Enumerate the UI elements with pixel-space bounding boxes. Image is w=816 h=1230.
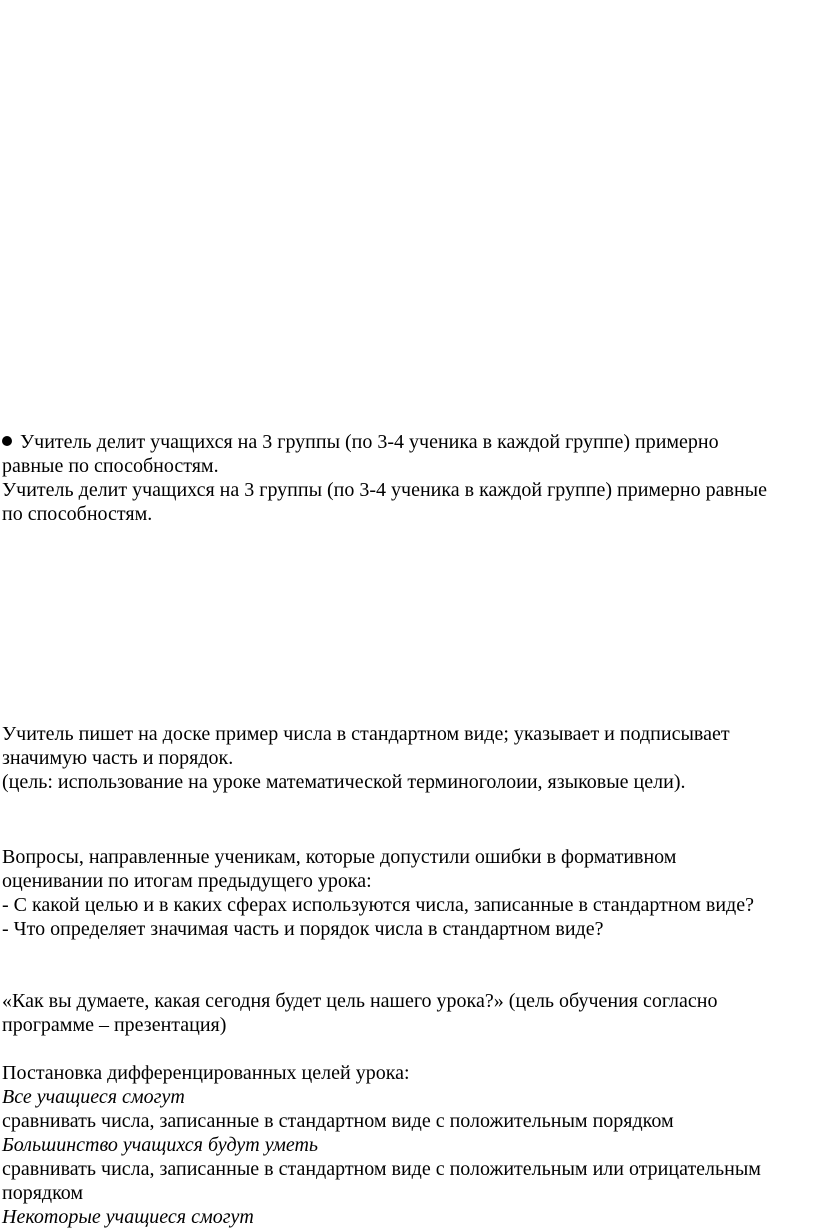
goal-question-line-2: программе – презентация) — [2, 1014, 227, 1036]
goal-question-paragraph — [2, 989, 814, 1037]
goal-question-line-1: «Как вы думаете, какая сегодня будет цель нашего урока?» (цель обучения согласно — [2, 990, 718, 1012]
bullet-line-2: равные по способностям. — [2, 455, 219, 477]
bullet-text: Учитель делит учащихся на 3 группы (по 3-4 ученика в каждой группе) примерно — [20, 431, 719, 453]
board-line-1: Учитель пишет на доске пример числа в стандартном виде; указывает и подписывает — [2, 723, 730, 745]
groups-paragraph — [2, 478, 814, 526]
questions-line-1: Вопросы, направленные ученикам, которые допустили ошибки в формативном — [2, 846, 677, 868]
goals-most-label: Большинство учащихся будут уметь — [2, 1134, 319, 1156]
goals-some-label: Некоторые учащиеся смогут — [2, 1206, 254, 1228]
board-paragraph — [2, 722, 814, 794]
bullet-icon — [2, 436, 12, 446]
goals-most-text-2: порядком — [2, 1182, 84, 1204]
questions-line-3: - С какой целью и в каких сферах используются числа, записанные в стандартном виде? — [2, 894, 754, 916]
questions-line-2: оценивании по итогам предыдущего урока: — [2, 870, 372, 892]
goals-most-text-1: сравнивать числа, записанные в стандартном виде с положительным или отрицательным — [2, 1158, 761, 1180]
goals-heading: Постановка дифференцированных целей урока: — [2, 1062, 410, 1084]
board-line-2: значимую часть и порядок. — [2, 747, 234, 769]
groups-line-2: по способностям. — [2, 503, 153, 525]
questions-line-4: - Что определяет значимая часть и порядок числа в стандартном виде? — [2, 918, 604, 940]
bullet-paragraph — [2, 430, 814, 478]
board-line-3: (цель: использование на уроке математической терминоголоии, языковые цели). — [2, 771, 686, 793]
goals-all-label: Все учащиеся смогут — [2, 1086, 185, 1108]
goals-paragraph — [2, 1061, 814, 1229]
bullet-line-1 — [2, 430, 814, 454]
groups-line-1: Учитель делит учащихся на 3 группы (по 3-4 ученика в каждой группе) примерно равные — [2, 479, 767, 501]
questions-paragraph — [2, 845, 814, 941]
goals-all-text: сравнивать числа, записанные в стандартном виде с положительным порядком — [2, 1110, 674, 1132]
